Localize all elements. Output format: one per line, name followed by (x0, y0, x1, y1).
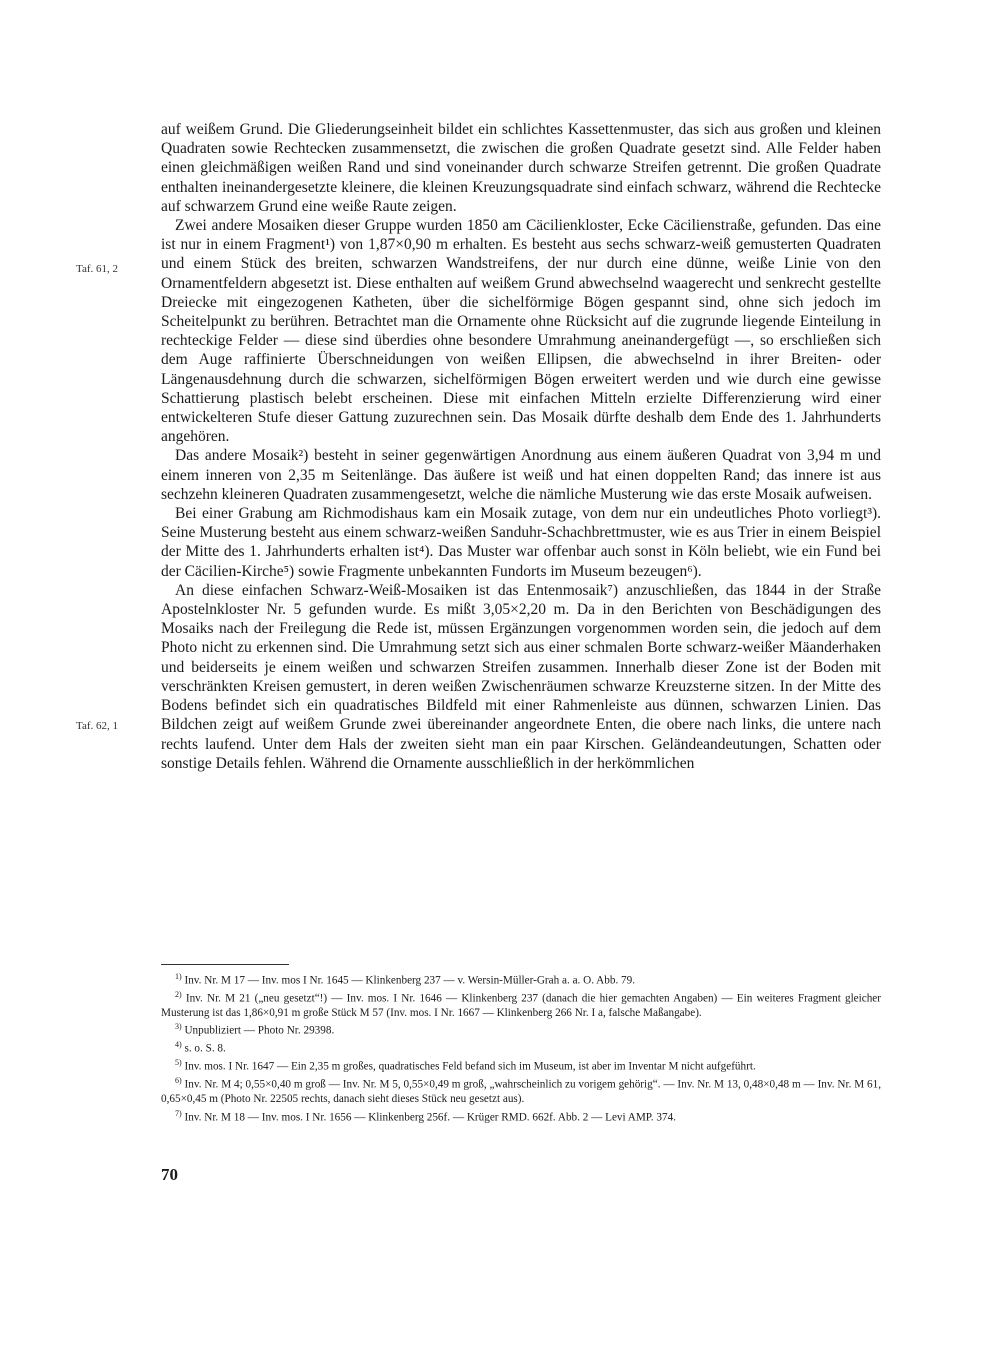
margin-note-taf-61: Taf. 61, 2 (76, 263, 118, 275)
footnote-number: 1 (175, 972, 179, 981)
footnote-number: 6 (175, 1076, 179, 1086)
footnote: $^{1)}$ Inv. Nr. M 17 — Inv. mos I Nr. 1645 — Klinkenberg 237 — v. Wersin-Müller-Grah a. a. O. Abb. 79. (175, 972, 636, 987)
footnote-text: Inv. Nr. M 4; 0,55×0,40 m groß — Inv. Nr. M 5, 0,55×0,49 m groß, „wahrscheinlich zu vorigem gehörig“. — Inv. Nr. M 13, 0,48×0,48 m — Inv. Nr. M 61, 0,65×0,45 m (Photo Nr. 22505 rechts, danach sieht dieses Stück neu gesetzt aus). (161, 1079, 882, 1106)
footnote: $^{2)}$ Inv. Nr. M 21 („neu gesetzt“!) — Inv. mos. I Nr. 1646 — Klinkenberg 237 (danach die hier gemachten Angaben) — Ein weiteres Fragment gleicher Musterung ist das 1,86×0,91 m große Stück M 57 (Inv. mos. I Nr. 1667 — Klinkenberg 266 Nr. I a, falsche Maßangabe). (161, 990, 881, 1020)
footnote-text: s. o. S. 8. (184, 1043, 226, 1056)
footnote-text: Inv. Nr. M 21 („neu gesetzt“!) — Inv. mos. I Nr. 1646 — Klinkenberg 237 (danach die hier gemachten Angaben) — Ein weiteres Fragment gleicher Musterung ist das 1,86×0,91 m große Stück M 57 (Inv. mos. I Nr. 1667 — Klinkenberg 266 Nr. I a, falsche Maßangabe). (161, 992, 881, 1020)
footnote-number: 4 (175, 1040, 179, 1050)
footnote-text: Inv. Nr. M 18 — Inv. mos. I Nr. 1656 — Klinkenberg 256f. — Krüger RMD. 662f. Abb. 2 — Levi AMP. 374. (184, 1111, 676, 1124)
footnote-text: Unpubliziert — Photo Nr. 29398. (184, 1025, 335, 1038)
paragraph: Das andere Mosaik²) besteht in seiner gegenwärtigen Anordnung aus einem äußeren Quadrat von 3,94 m und einem inneren von 2,35 m Seitenlänge. Das äußere ist weiß und hat einen doppelten Rand; das innere ist aus sechzehn kleineren Quadraten zusammengesetzt, welche die nämliche Musterung wie das erste Mosaik aufweisen. (161, 447, 881, 503)
footnote-number: 3 (175, 1022, 179, 1032)
paragraph: An diese einfachen Schwarz-Weiß-Mosaiken ist das Entenmosaik⁷) anzuschließen, das 1844 in der Straße Apostelnkloster Nr. 5 gefunden wurde. Es mißt 3,05×2,20 m. Da in den Berichten von Beschädigungen des Mosaiks nach der Freilegung die Rede ist, müssen Ergänzungen vorgenommen worden sein, die jedoch auf dem Photo nicht zu erkennen sind. Die Umrahmung setzt sich aus einer schmalen Borte schwarz-weißer Mäanderhaken und beiderseits je einem weißen und schwarzen Streifen zusammen. Innerhalb dieser Zone ist der Boden mit verschränkten Kreisen gemustert, in deren weißen Zwischenräumen schwarze Kreuzsterne sitzen. In der Mitte des Bodens befindet sich ein quadratisches Bildfeld mit einer Rahmenleiste aus dünnen, schwarzen Linien. Das Bildchen zeigt auf weißem Grunde zwei übereinander angeordnete Enten, die obere nach links, die untere nach rechts laufend. Unter dem Hals der zweiten sieht man ein paar Kirschen. Geländeandeutungen, Schatten oder sonstige Details fehlen. Während die Ornamente ausschließlich in der herkömmlichen (161, 581, 881, 772)
footnote: $^{3)}$ Unpubliziert — Photo Nr. 29398. (175, 1022, 335, 1038)
footnote-number: 7 (175, 1108, 179, 1118)
footnote-text: Inv. Nr. M 17 — Inv. mos I Nr. 1645 — Klinkenberg 237 — v. Wersin-Müller-Grah a. a. O. Abb. 79. (184, 974, 636, 987)
footnote: $^{4)}$ s. o. S. 8. (175, 1040, 226, 1056)
footnote: $^{6)}$ Inv. Nr. M 4; 0,55×0,40 m groß — Inv. Nr. M 5, 0,55×0,49 m groß, „wahrscheinlich zu vorigem gehörig“. — Inv. Nr. M 13, 0,48×0,48 m — Inv. Nr. M 61, 0,65×0,45 m (Photo Nr. 22505 rechts, danach sieht dieses Stück neu gesetzt aus). (161, 1076, 882, 1106)
page-number: 70 (161, 1165, 178, 1184)
main-text (161, 120, 881, 773)
footnote: $^{5)}$ Inv. mos. I Nr. 1647 — Ein 2,35 m großes, quadratisches Feld befand sich im Museum, ist aber im Inventar M nicht aufgeführt. (175, 1058, 756, 1074)
footnotes (161, 970, 881, 1125)
paragraph: auf weißem Grund. Die Gliederungseinheit bildet ein schlichtes Kassettenmuster, das sich aus großen und kleinen Quadraten sowie Rechtecken zusammensetzt, die zwischen die großen Quadrate gesetzt sind. Alle Felder haben einen gleichmäßigen weißen Rand und sind voneinander durch schwarze Streifen getrennt. Die großen Quadrate enthalten ineinandergesetzte kleinere, die kleinen Kreuzungsquadrate sind einfach schwarz, während die Rechtecke auf schwarzem Grund eine weiße Raute zeigen. (161, 121, 881, 215)
footnote-divider (161, 964, 289, 965)
paragraph: Bei einer Grabung am Richmodishaus kam ein Mosaik zutage, von dem nur ein undeutliches Photo vorliegt³). Seine Musterung besteht aus einem schwarz-weißen Sanduhr-Schachbrettmuster, wie es aus Trier in einem Beispiel der Mitte des 1. Jahrhunderts erhalten ist⁴). Das Muster war offenbar auch sonst in Köln beliebt, wie ein Fund bei der Cäcilien-Kirche⁵) sowie Fragmente unbekannten Fundorts im Museum bezeugen⁶). (161, 505, 881, 580)
footnote-text: Inv. mos. I Nr. 1647 — Ein 2,35 m großes, quadratisches Feld befand sich im Museum, ist aber im Inventar M nicht aufgeführt. (184, 1061, 756, 1074)
paragraph: Zwei andere Mosaiken dieser Gruppe wurden 1850 am Cäcilienkloster, Ecke Cäcilienstraße, gefunden. Das eine ist nur in einem Fragment¹) von 1,87×0,90 m erhalten. Es besteht aus sechs schwarz-weiß gemusterten Quadraten und einem Stück des breiten, schwarzen Wandstreifens, der nur durch eine dünne, weiße Linie von den Ornamentfeldern abgesetzt ist. Diese enthalten auf weißem Grund abwechselnd waagerecht und senkrecht gestellte Dreiecke mit eingezogenen Katheten, über die sichelförmige Bögen gespannt sind, ohne sich jedoch im Scheitelpunkt zu berühren. Betrachtet man die Ornamente ohne Rücksicht auf die zugrunde liegende Einteilung in rechteckige Felder — diese sind überdies ohne besondere Umrahmung aneinandergefügt —, so erschließen sich dem Auge raffinierte Überschneidungen von weißen Ellipsen, die abwechselnd in ihrer Breiten- oder Längenausdehnung durch die schwarzen, sichelförmigen Bögen erweitert werden und wie durch eine gewisse Schattierung plastisch belebt erscheinen. Diese mit einfachen Mitteln erzielte Differenzierung wird einer entwickelteren Stufe dieser Gattung zuzurechnen sein. Das Mosaik dürfte deshalb dem Ende des 1. Jahrhunderts angehören. (161, 217, 881, 446)
footnote-number: 2 (175, 990, 179, 1000)
footnote-number: 5 (175, 1058, 179, 1068)
margin-note-taf-62: Taf. 62, 1 (76, 720, 118, 732)
footnote: $^{7)}$ Inv. Nr. M 18 — Inv. mos. I Nr. 1656 — Klinkenberg 256f. — Krüger RMD. 662f. Abb. 2 — Levi AMP. 374. (175, 1108, 676, 1124)
